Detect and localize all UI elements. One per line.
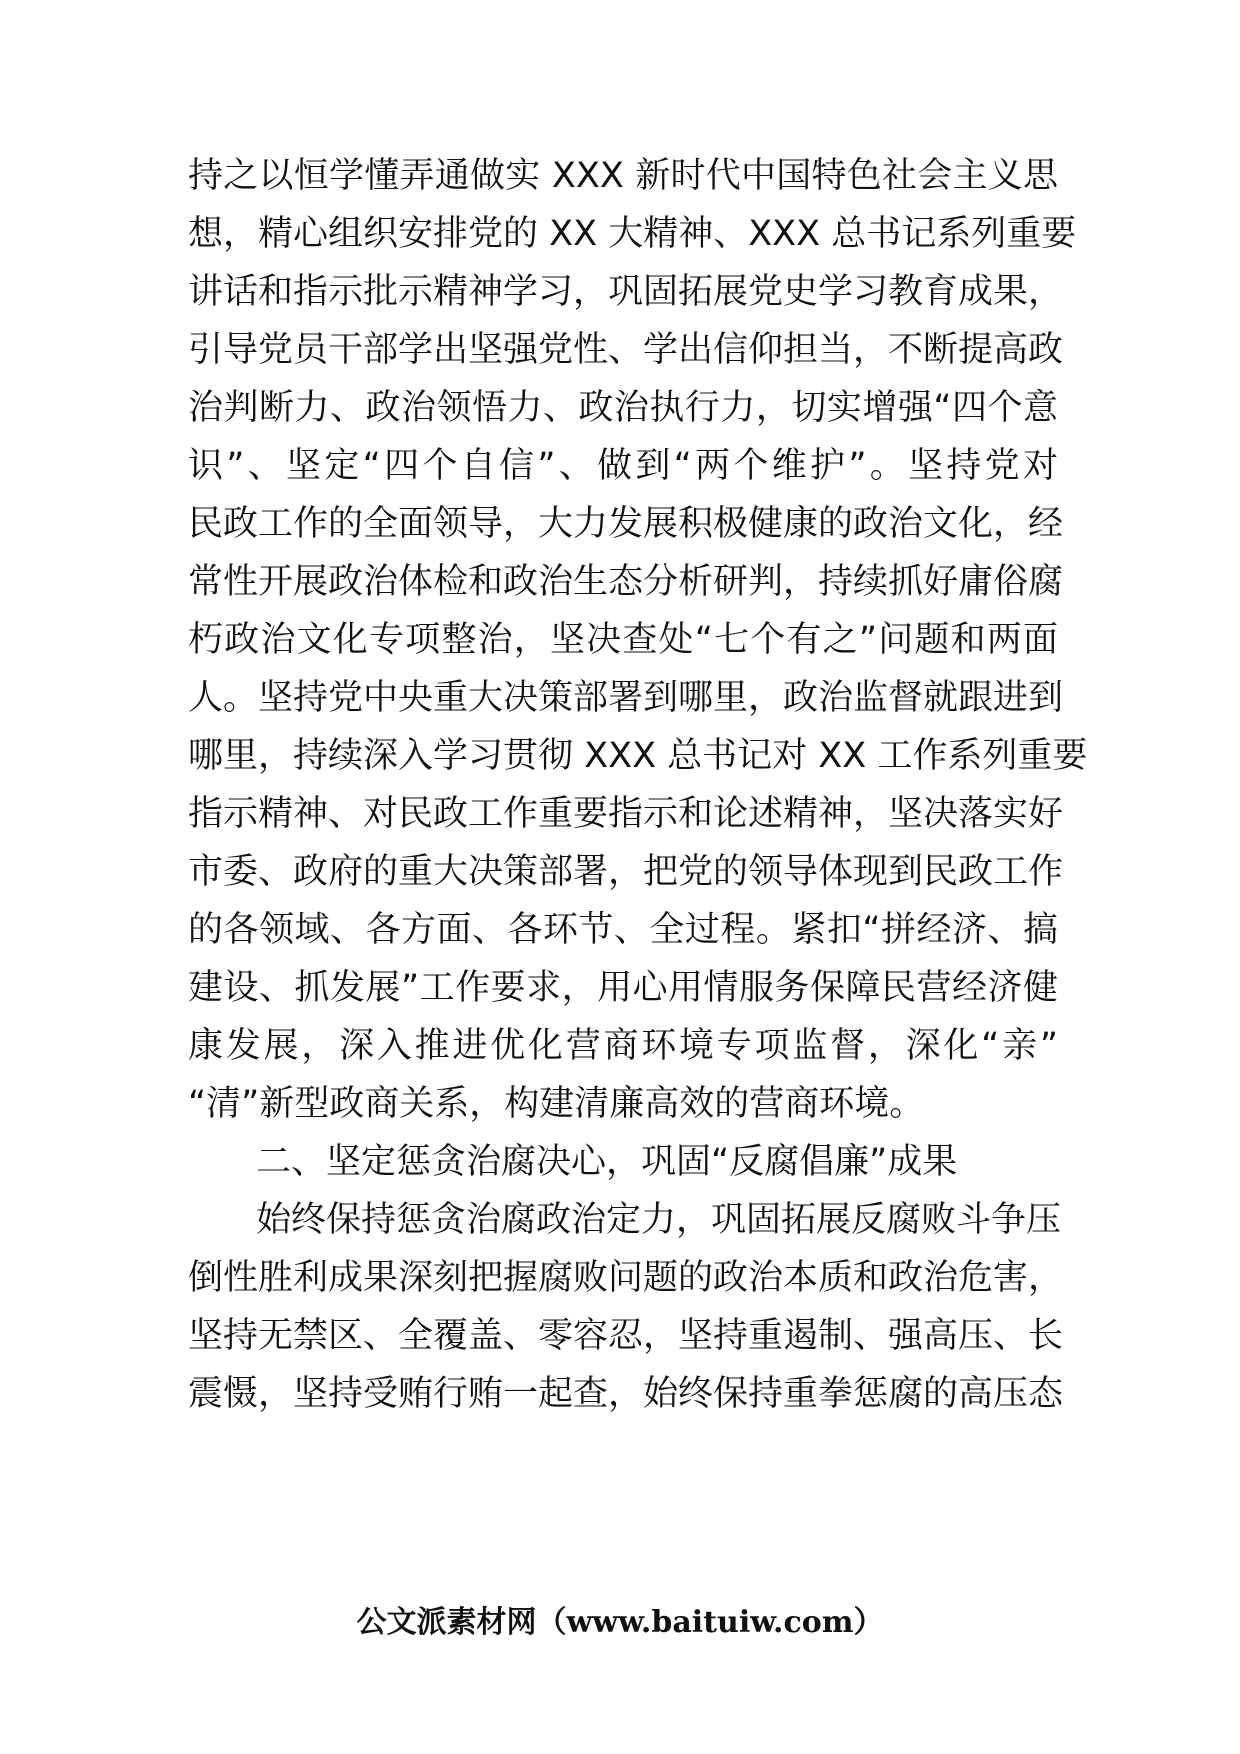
body-text-line: 讲话和指示批示精神学习，巩固拓展党史学习教育成果， [188,272,1064,312]
body-text-line: 的各领域、各方面、各环节、全过程。紧扣“拼经济、搞 [188,910,1058,950]
body-text-line: 市委、政府的重大决策部署，把党的领导体现到民政工作 [188,852,1064,892]
body-text-line: 朽政治文化专项整治，坚决查处“七个有之”问题和两面 [188,620,1058,660]
body-text-line: 常性开展政治体检和政治生态分析研判，持续抓好庸俗腐 [188,562,1064,602]
body-text-line: 民政工作的全面领导，大力发展积极健康的政治文化，经 [188,504,1064,544]
body-text-line: 哪里，持续深入学习贯彻 XXX 总书记对 XX 工作系列重要 [188,736,1088,776]
body-text-line: 建设、抓发展”工作要求，用心用情服务保障民营经济健 [188,968,1058,1008]
section-heading: 二、坚定惩贪治腐决心，巩固“反腐倡廉”成果 [256,1142,958,1182]
body-text-line: 指示精神、对民政工作重要指示和论述精神，坚决落实好 [188,794,1064,834]
body-text-line: “清”新型政商关系，构建清廉高效的营商环境。 [188,1084,925,1124]
body-text-line: 识”、坚定“四个自信”、做到“两个维护”。坚持党对 [188,446,1058,486]
section-text-line: 倒性胜利成果深刻把握腐败问题的政治本质和政治危害， [188,1258,1064,1298]
body-text-line: 持之以恒学懂弄通做实 XXX 新时代中国特色社会主义思 [188,156,1058,196]
body-text-line: 治判断力、政治领悟力、政治执行力，切实增强“四个意 [188,388,1058,428]
section-text-line: 震慑，坚持受贿行贿一起查，始终保持重拳惩腐的高压态 [188,1374,1064,1414]
section-text-line: 坚持无禁区、全覆盖、零容忍，坚持重遏制、强高压、长 [188,1316,1064,1356]
body-text-line: 康发展，深入推进优化营商环境专项监督，深化“亲” [188,1026,1058,1066]
body-text-line: 想，精心组织安排党的 XX 大精神、XXX 总书记系列重要 [188,214,1077,254]
body-text-line: 引导党员干部学出坚强党性、学出信仰担当，不断提高政 [188,330,1064,370]
body-text-line: 人。坚持党中央重大决策部署到哪里，政治监督就跟进到 [188,678,1064,718]
footer-watermark: 公文派素材网（www.baituiw.com） [356,1605,884,1640]
section-text-line: 始终保持惩贪治腐政治定力，巩固拓展反腐败斗争压 [256,1200,1062,1240]
